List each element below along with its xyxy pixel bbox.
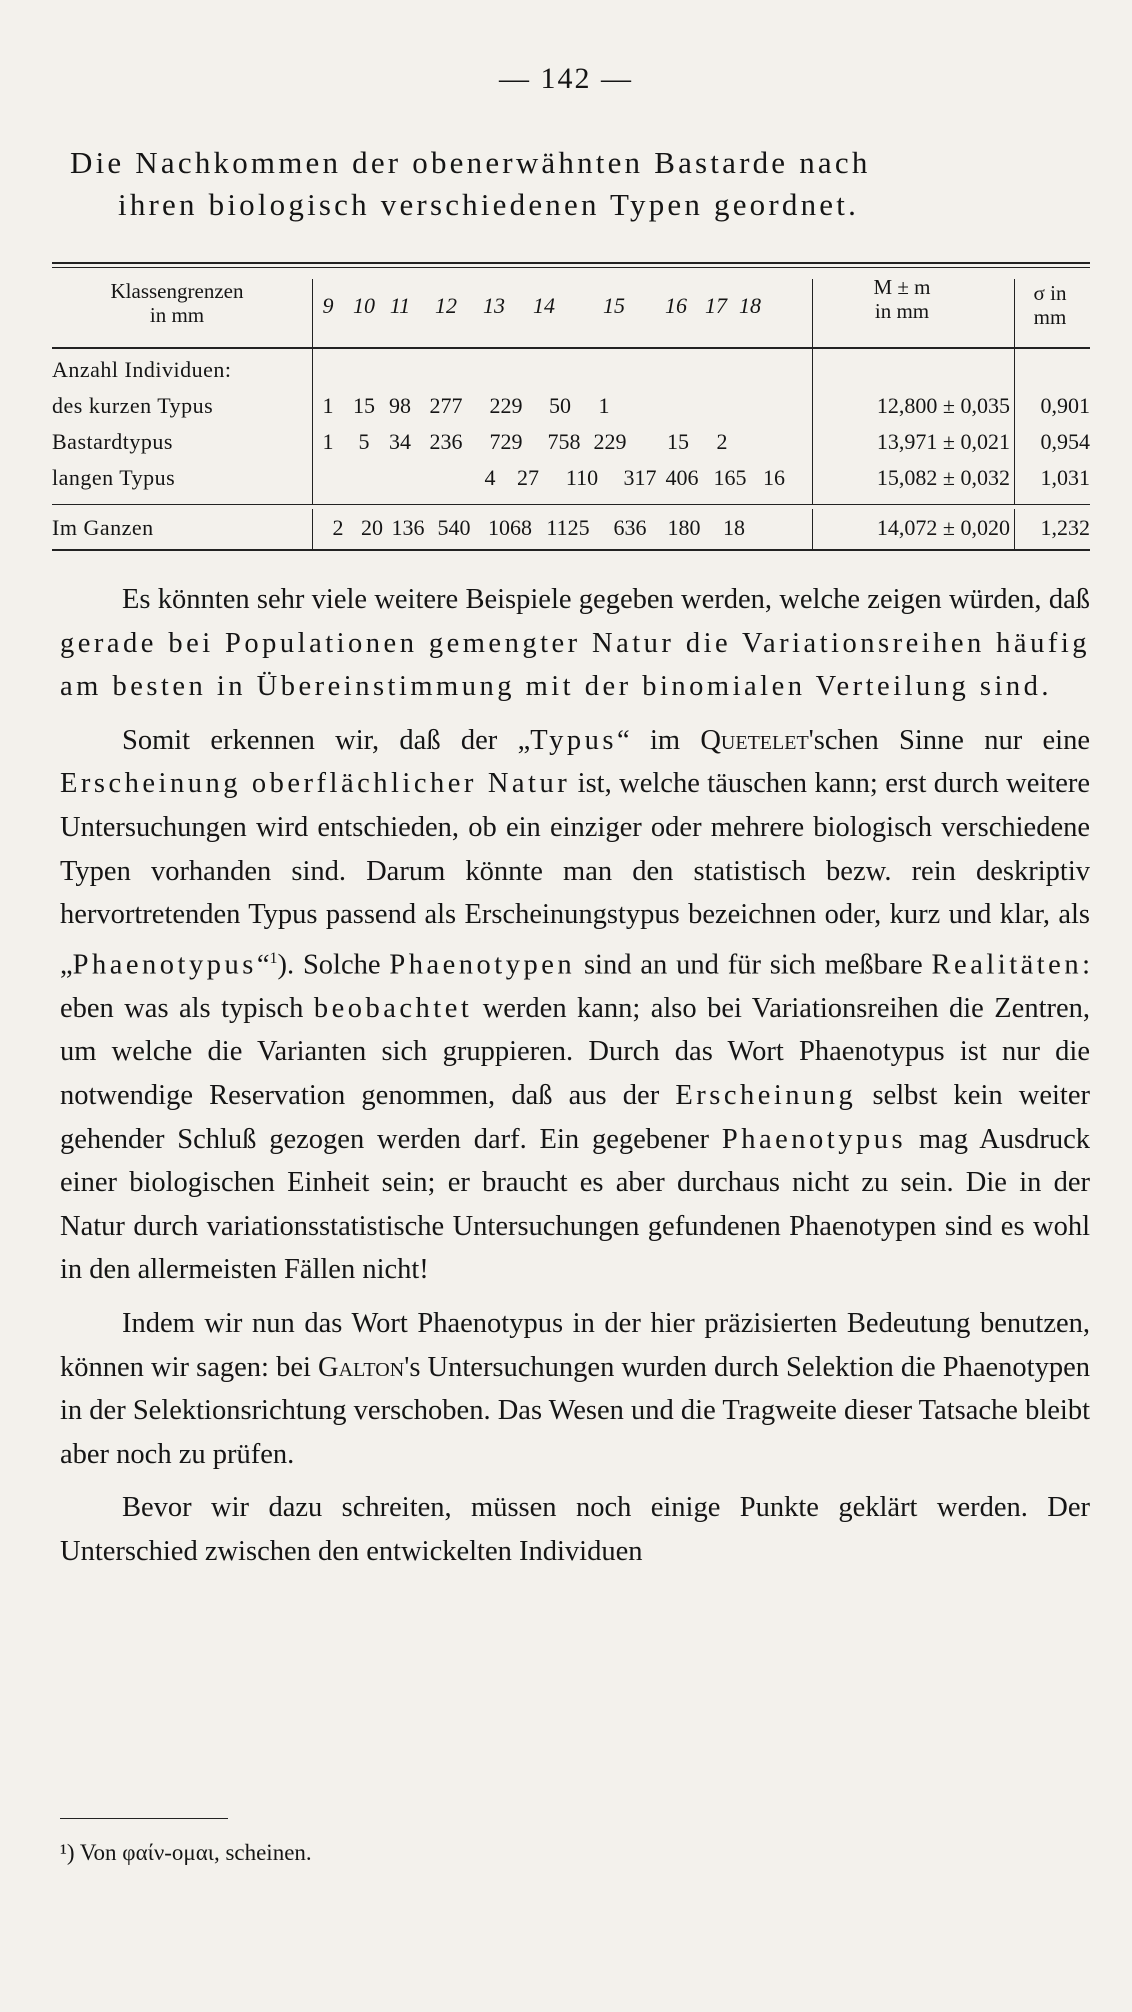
cell: 1 (322, 393, 334, 418)
cell: 1 (598, 393, 610, 418)
cell: 15 (667, 429, 689, 454)
table-caption (70, 142, 1080, 226)
cell: 236 (429, 429, 463, 454)
cell: 180 (667, 515, 701, 540)
cell: 20 (361, 515, 383, 540)
body-text (60, 578, 1090, 1574)
paragraph-1: Es könnten sehr viele weitere Beispiele gegeben werden, welche zeigen würden, daß gerade bei Populationen gemengter Natur die Variationsreihen häufig am besten in Übereinstimmung mit der binomialen Verteilung sind. (60, 584, 1090, 703)
footnote-mark: ¹) (60, 1840, 75, 1865)
table-row (52, 429, 1090, 465)
header-class: 16 (665, 293, 687, 318)
cell: 758 (547, 429, 581, 454)
paragraph-2: Somit erkennen wir, daß der „Typus“ im Quetelet'schen Sinne nur eine Erscheinung oberflächlicher Natur ist, welche täuschen kann; erst durch weitere Untersuchungen wird entschieden, ob ein einziger oder mehrere biologisch verschiedene Typen vorhanden sind. Darum könnte man den statistisch bezw. rein deskriptiv hervortretenden Typus passend als Erscheinungstypus bezeichnen oder, kurz und klar, als „Phaenotypus“$^1$). Solche Phaenotypen sind an und für sich meßbare Realitäten: eben was als typisch beobachtet werden kann; also bei Variationsreihen die Zentren, um welche die Varianten sich gruppieren. Durch das Wort Phaenotypus ist nur die notwendige Reservation genommen, daß aus der Erscheinung selbst kein weiter gehender Schluß gezogen werden darf. Ein gegebener Phaenotypus mag Ausdruck einer biologischen Einheit sein; er braucht es aber durchaus nicht zu sein. Die in der Natur durch variationsstatistische Untersuchungen gefundenen Phaenotypen sind es wohl in den allermeisten Fällen nicht! (60, 724, 1091, 1286)
cell: 50 (549, 393, 571, 418)
cell: 2 (332, 515, 344, 540)
table-row (52, 393, 1090, 429)
cell: 15 (353, 393, 375, 418)
row-label: des kurzen Typus (52, 393, 214, 418)
cell: 729 (489, 429, 523, 454)
header-sigma: σ in mm (1033, 281, 1067, 329)
cell: 1125 (546, 515, 590, 540)
row-label: Im Ganzen (52, 515, 154, 540)
sigma-value: 1,031 (1040, 465, 1090, 490)
table-total-row (52, 505, 1090, 551)
cell: 406 (665, 465, 699, 490)
cell: 229 (489, 393, 523, 418)
row-label: langen Typus (52, 465, 176, 490)
cell: 5 (358, 429, 370, 454)
header-class: 12 (435, 293, 457, 318)
sigma-value: 0,954 (1040, 429, 1090, 454)
header-class: 15 (603, 293, 625, 318)
data-table (52, 262, 1090, 551)
caption-line-2: ihren biologisch verschiedenen Typen geordnet. (118, 187, 860, 222)
table-body (52, 349, 1090, 505)
footnote-rule (60, 1818, 228, 1819)
cell: 540 (437, 515, 471, 540)
cell: 277 (429, 393, 463, 418)
cell: 98 (389, 393, 411, 418)
cell: 165 (713, 465, 747, 490)
cell: 34 (389, 429, 411, 454)
table-header (52, 271, 1090, 349)
cell: 636 (613, 515, 647, 540)
header-class: 10 (353, 293, 375, 318)
footnote (60, 1840, 960, 1866)
caption-line-1: Die Nachkommen der obenerwähnten Bastarde nach (70, 145, 871, 180)
header-class: 9 (322, 293, 334, 318)
cell: 4 (484, 465, 496, 490)
header-class: 13 (483, 293, 505, 318)
header-classes-label: Klassengrenzen in mm (110, 279, 244, 327)
cell: 18 (723, 515, 745, 540)
mean-value: 14,072 ± 0,020 (876, 515, 1010, 540)
page-number: — 142 — (499, 62, 633, 95)
cell: 1 (322, 429, 334, 454)
mean-value: 12,800 ± 0,035 (876, 393, 1010, 418)
group-label: Anzahl Individuen: (52, 357, 232, 382)
table-row (52, 465, 1090, 501)
sigma-value: 1,232 (1040, 515, 1090, 540)
paragraph-4: Bevor wir dazu schreiten, müssen noch einige Punkte geklärt werden. Der Unterschied zwischen den entwickelten Individuen (60, 1492, 1090, 1567)
mean-value: 15,082 ± 0,032 (876, 465, 1010, 490)
footnote-text: Von φαίν-ομαι, scheinen. (79, 1840, 312, 1865)
cell: 2 (716, 429, 728, 454)
row-label: Bastardtypus (52, 429, 173, 454)
paragraph-3: Indem wir nun das Wort Phaenotypus in der hier präzisierten Bedeutung benutzen, können wir sagen: bei Galton's Untersuchungen wurden durch Selektion die Phaenotypen in der Selektionsrichtung verschoben. Das Wesen und die Tragweite dieser Tatsache bleibt aber noch zu prüfen. (60, 1308, 1090, 1470)
header-class: 18 (739, 293, 761, 318)
cell: 136 (391, 515, 425, 540)
cell: 1068 (488, 515, 532, 540)
header-class: 14 (533, 293, 555, 318)
mean-value: 13,971 ± 0,021 (876, 429, 1010, 454)
header-class: 17 (705, 293, 727, 318)
cell: 229 (593, 429, 627, 454)
footnote-ref: 1 (269, 949, 278, 967)
cell: 27 (517, 465, 539, 490)
sigma-value: 0,901 (1040, 393, 1090, 418)
cell: 317 (623, 465, 657, 490)
header-class: 11 (389, 293, 411, 318)
cell: 16 (763, 465, 785, 490)
header-mean: M ± m in mm (873, 275, 931, 323)
cell: 110 (565, 465, 599, 490)
